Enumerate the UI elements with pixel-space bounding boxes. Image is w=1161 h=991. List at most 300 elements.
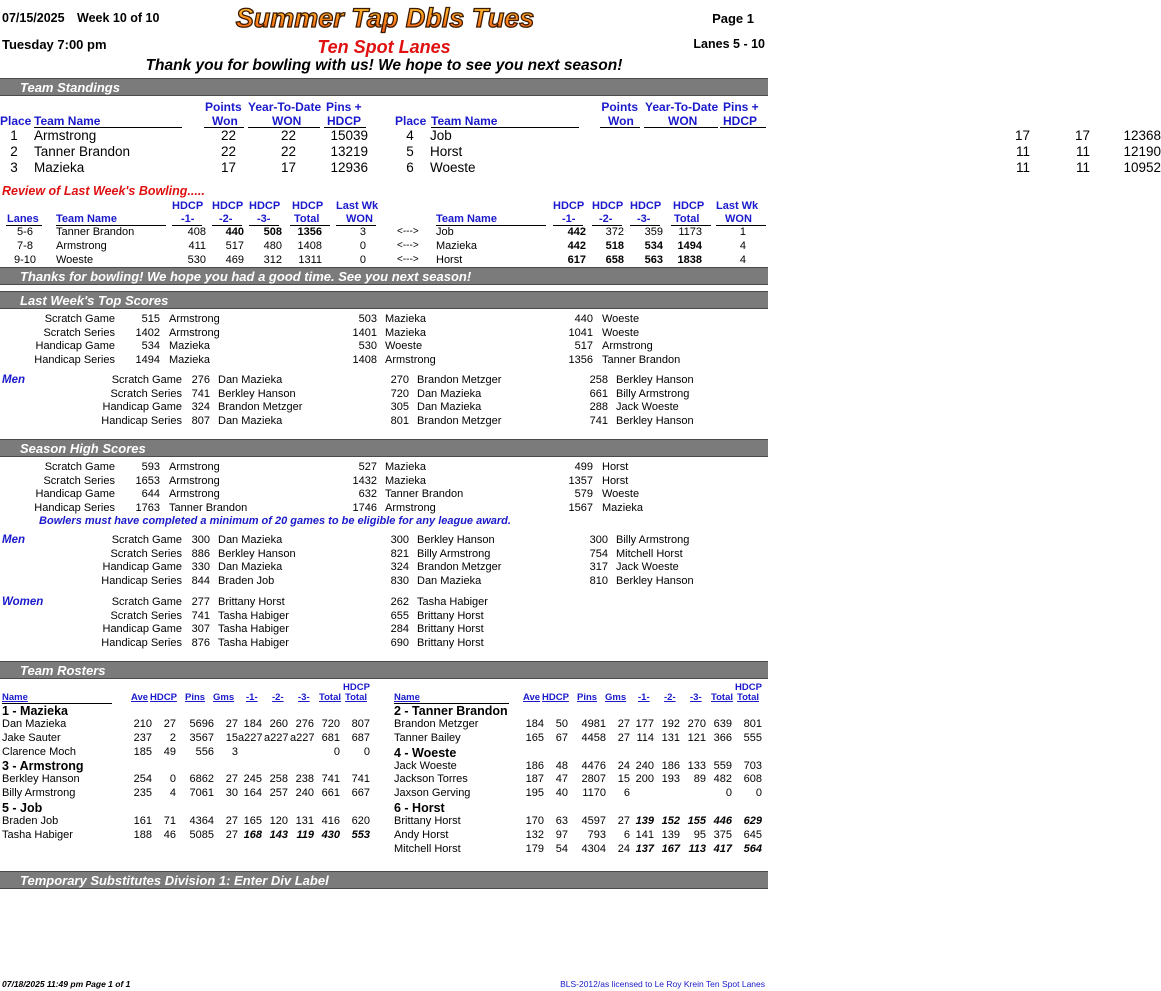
score-value: 307: [191, 623, 210, 636]
roster-total: 0: [725, 787, 732, 800]
score-value: 1408: [352, 353, 377, 366]
roster-header: Total: [345, 692, 367, 703]
roster-game1: 245: [243, 773, 262, 786]
review-score: 534: [644, 240, 663, 252]
score-name: Armstrong: [169, 313, 220, 325]
roster-hdcp-total: 608: [743, 773, 762, 786]
score-name: Dan Mazieka: [218, 415, 283, 428]
roster-player-name: Andy Horst: [394, 828, 449, 841]
review-won: 3: [359, 226, 366, 238]
score-name: Horst: [602, 474, 629, 487]
team-rosters-bar: [0, 661, 768, 679]
review-vs-arrow: <--->: [397, 226, 419, 237]
score-name: Mazieka: [602, 501, 643, 514]
score-value: 1567: [568, 501, 593, 514]
standing-pins: 12936: [330, 160, 368, 175]
score-value: 1763: [135, 501, 160, 514]
roster-pins: 3567: [189, 731, 214, 744]
score-name: Brandon Metzger: [417, 561, 502, 574]
review-header: Total: [674, 213, 700, 225]
score-name: Billy Armstrong: [417, 547, 491, 560]
review-header: Total: [294, 213, 320, 225]
review-score: 1408: [297, 240, 322, 252]
thanks-message: Thank you for bowling with us! We hope to see you next season!: [145, 57, 623, 74]
score-label: Scratch Game: [44, 313, 115, 325]
review-vs-arrow: <--->: [397, 254, 419, 265]
review-header: HDCP: [630, 200, 662, 212]
review-lanes: 9-10: [13, 254, 37, 266]
eligibility-note: Bowlers must have completed a minimum of 20 games to be eligible for any league award.: [39, 515, 511, 527]
roster-game3: 89: [693, 773, 706, 786]
standing-team: Tanner Brandon: [34, 144, 131, 159]
review-score: 408: [187, 226, 206, 238]
score-value: 1432: [352, 474, 377, 487]
review-won: 4: [739, 240, 746, 252]
points-header-right: Points: [601, 100, 638, 114]
score-value: 517: [574, 340, 593, 352]
roster-header: HDCP: [542, 692, 569, 703]
roster-player-name: Brittany Horst: [394, 815, 461, 827]
roster-game1: 164: [243, 787, 262, 800]
score-value: 720: [390, 387, 409, 400]
review-team-b: Job: [436, 226, 454, 238]
roster-hdcp-total: 807: [351, 718, 370, 730]
roster-hdcp: 71: [163, 815, 176, 827]
score-label: Handicap Series: [101, 637, 182, 650]
roster-hdcp-total: 620: [351, 815, 370, 827]
roster-pins: 4458: [581, 731, 606, 744]
roster-team-name: 5 - Job: [2, 801, 43, 815]
roster-ave: 132: [525, 828, 544, 841]
roster-header: Pins: [577, 692, 598, 703]
score-name: Dan Mazieka: [417, 401, 482, 414]
review-team-a: Armstrong: [56, 240, 107, 252]
review-score: 563: [644, 254, 663, 266]
roster-game3: 119: [296, 828, 314, 841]
roster-game3: a227: [290, 731, 315, 744]
roster-game3: 240: [295, 787, 314, 800]
score-name: Dan Mazieka: [417, 387, 482, 400]
standing-pins: 12368: [1123, 128, 1161, 143]
roster-game2: 258: [269, 773, 288, 786]
review-header: -2-: [599, 213, 613, 225]
score-label: Scratch Series: [43, 474, 115, 487]
roster-hdcp: 48: [555, 759, 568, 772]
roster-header: Total: [737, 692, 759, 703]
roster-player-name: Brandon Metzger: [394, 718, 479, 730]
standing-place: 2: [10, 144, 18, 159]
roster-player-name: Jaxson Gerving: [394, 787, 471, 800]
score-value: 1653: [135, 474, 160, 487]
lanes-range: Lanes 5 - 10: [693, 37, 765, 51]
review-won: 0: [359, 254, 366, 266]
roster-ave: 195: [525, 787, 544, 800]
roster-game2: 143: [269, 828, 288, 841]
roster-total: 559: [713, 759, 732, 772]
standing-ytd-won: 22: [280, 144, 296, 159]
roster-game2: 186: [661, 759, 680, 772]
standing-won: 17: [1014, 128, 1030, 143]
score-name: Berkley Hanson: [616, 415, 694, 428]
score-label: Scratch Series: [110, 609, 182, 622]
review-score: 517: [225, 240, 244, 252]
roster-games: 27: [617, 731, 630, 744]
roster-game3: 270: [687, 718, 706, 730]
score-name: Dan Mazieka: [218, 561, 283, 574]
roster-game1: 184: [243, 718, 262, 730]
roster-hdcp: 0: [169, 773, 176, 786]
roster-header: -3-: [298, 692, 310, 703]
review-score: 312: [263, 254, 282, 266]
score-value: 534: [141, 340, 160, 352]
won-header-right: Won: [608, 114, 634, 128]
won-header: Won: [212, 114, 238, 128]
roster-pins: 6862: [189, 773, 214, 786]
roster-hdcp: 46: [163, 828, 176, 841]
score-label: Handicap Game: [102, 401, 182, 414]
roster-pins: 793: [587, 828, 606, 841]
roster-game2: 257: [269, 787, 288, 800]
review-header: -3-: [637, 213, 651, 225]
score-value: 655: [390, 609, 409, 622]
score-value: 579: [574, 488, 593, 500]
review-score: 480: [263, 240, 282, 252]
roster-games: 30: [225, 787, 238, 800]
score-name: Berkley Hanson: [218, 547, 296, 560]
roster-game1: 165: [243, 815, 262, 827]
roster-hdcp-total: 553: [351, 828, 370, 841]
standing-won: 22: [220, 144, 236, 159]
review-header: -2-: [219, 213, 233, 225]
standing-pins: 12190: [1123, 144, 1161, 159]
score-name: Brittany Horst: [218, 596, 285, 608]
roster-hdcp: 2: [169, 731, 176, 744]
score-value: 810: [589, 575, 608, 588]
roster-pins: 5085: [189, 828, 214, 841]
score-label: Scratch Series: [110, 387, 182, 400]
review-score: 1311: [298, 254, 322, 266]
league-week: Week 10 of 10: [77, 11, 160, 25]
score-name: Berkley Hanson: [616, 374, 694, 386]
roster-pins: 4476: [581, 759, 606, 772]
roster-player-name: Billy Armstrong: [2, 787, 76, 800]
review-lanes: 5-6: [17, 226, 33, 238]
roster-header: Gms: [605, 692, 627, 703]
score-name: Horst: [602, 461, 629, 473]
roster-total: 720: [321, 718, 340, 730]
review-score: 411: [188, 240, 206, 252]
score-value: 690: [390, 637, 409, 650]
score-value: 1746: [352, 501, 377, 514]
review-header: WON: [725, 213, 752, 225]
score-value: 741: [191, 609, 210, 622]
score-name: Armstrong: [602, 340, 653, 352]
roster-ave: 170: [525, 815, 544, 827]
review-score: 1494: [677, 240, 702, 252]
team-standings-title: Team Standings: [20, 80, 120, 95]
standing-won: 11: [1015, 144, 1030, 159]
score-value: 830: [390, 575, 409, 588]
roster-game3: 276: [295, 718, 314, 730]
roster-total: 446: [713, 815, 732, 827]
review-title: Review of Last Week's Bowling.....: [2, 184, 205, 198]
roster-pins: 5696: [189, 718, 214, 730]
score-label: Handicap Game: [102, 623, 182, 636]
score-name: Mazieka: [169, 340, 210, 352]
review-team-b: Horst: [436, 254, 463, 266]
review-score: 442: [567, 226, 586, 238]
score-value: 741: [589, 415, 608, 428]
roster-total: 0: [333, 745, 340, 758]
review-team-header: Team Name: [436, 213, 497, 225]
score-name: Tanner Brandon: [602, 353, 681, 366]
review-header: HDCP: [172, 200, 204, 212]
score-name: Woeste: [602, 488, 640, 500]
men-label: Men: [2, 534, 25, 546]
roster-pins: 7061: [189, 787, 214, 800]
score-name: Mitchell Horst: [616, 547, 683, 560]
roster-player-name: Braden Job: [2, 815, 59, 827]
score-value: 644: [141, 488, 160, 500]
roster-ave: 188: [133, 828, 152, 841]
review-team-a: Tanner Brandon: [56, 226, 135, 238]
ytd-won-header-right: WON: [668, 114, 698, 128]
standing-team: Woeste: [430, 160, 476, 175]
review-lanes: 7-8: [17, 240, 33, 252]
score-value: 530: [358, 340, 377, 352]
roster-header: HDCP: [343, 682, 370, 693]
roster-hdcp-total: 687: [351, 731, 370, 744]
roster-total: 639: [713, 718, 732, 730]
team-rosters-title: Team Rosters: [20, 663, 106, 678]
roster-game3: 155: [687, 815, 706, 827]
printed-stamp: 07/18/2025 11:49 pm Page 1 of 1: [2, 979, 131, 989]
roster-games: 6: [623, 828, 630, 841]
roster-pins: 2807: [581, 773, 606, 786]
roster-games: 15: [617, 773, 630, 786]
standing-pins: 13219: [330, 144, 368, 159]
standing-place: 4: [406, 128, 414, 143]
roster-hdcp: 47: [555, 773, 568, 786]
roster-header: -3-: [690, 692, 702, 703]
roster-pins: 4981: [581, 718, 606, 730]
roster-game2: 120: [269, 815, 288, 827]
review-header: -1-: [562, 213, 576, 225]
page-number: Page 1: [712, 11, 754, 26]
review-header: HDCP: [553, 200, 585, 212]
score-name: Armstrong: [169, 326, 220, 339]
roster-games: 27: [225, 828, 238, 841]
roster-game2: 192: [661, 718, 680, 730]
standing-team: Armstrong: [34, 128, 97, 143]
score-label: Handicap Series: [34, 501, 115, 514]
season-high-bar: [0, 439, 768, 457]
review-score: 442: [567, 240, 586, 252]
review-header: HDCP: [292, 200, 324, 212]
pins-header: Pins +: [326, 100, 362, 114]
review-lanes-header: Lanes: [7, 213, 39, 225]
center-name: Ten Spot Lanes: [317, 37, 451, 57]
roster-player-name: Mitchell Horst: [394, 842, 461, 855]
roster-header: HDCP: [735, 682, 762, 693]
roster-pins: 4364: [189, 815, 214, 827]
roster-game1: a227: [238, 731, 263, 744]
roster-player-name: Dan Mazieka: [2, 718, 67, 730]
score-value: 741: [191, 387, 210, 400]
standing-won: 11: [1015, 160, 1030, 175]
roster-total: 681: [321, 731, 340, 744]
score-name: Dan Mazieka: [417, 575, 482, 588]
review-team-header: Team Name: [56, 213, 117, 225]
review-won: 0: [359, 240, 366, 252]
score-name: Armstrong: [169, 488, 220, 500]
roster-game1: 114: [636, 731, 654, 744]
score-value: 317: [589, 561, 608, 574]
score-value: 632: [358, 488, 377, 500]
review-score: 469: [225, 254, 244, 266]
review-header: WON: [346, 213, 373, 225]
roster-games: 27: [617, 815, 630, 827]
standing-team: Horst: [430, 144, 463, 159]
score-value: 527: [358, 461, 377, 473]
roster-hdcp-total: 555: [743, 731, 762, 744]
roster-games: 24: [617, 842, 630, 855]
roster-header: Gms: [213, 692, 235, 703]
score-name: Braden Job: [218, 575, 275, 588]
roster-hdcp-total: 703: [743, 759, 762, 772]
score-label: Scratch Game: [44, 461, 115, 473]
score-value: 324: [191, 401, 210, 414]
score-value: 288: [589, 401, 608, 414]
license-text: BLS-2012/as licensed to Le Roy Krein Ten Spot Lanes: [560, 979, 765, 989]
standing-pins: 15039: [330, 128, 368, 143]
standing-won: 22: [220, 128, 236, 143]
roster-game3: 131: [295, 815, 314, 827]
team-standings-bar: [0, 78, 768, 96]
standing-place: 5: [406, 144, 414, 159]
standing-team: Job: [430, 128, 452, 143]
score-value: 305: [390, 401, 409, 414]
roster-header: Ave: [131, 692, 149, 703]
roster-hdcp: 63: [555, 815, 568, 827]
score-name: Tasha Habiger: [218, 637, 289, 650]
roster-player-name: Tasha Habiger: [2, 828, 73, 841]
roster-team-name: 1 - Mazieka: [2, 704, 69, 718]
roster-header: Total: [319, 692, 341, 703]
score-value: 300: [589, 534, 608, 546]
roster-ave: 254: [133, 773, 152, 786]
roster-game1: 137: [635, 842, 654, 855]
standing-pins: 10952: [1123, 160, 1161, 175]
roster-total: 661: [321, 787, 340, 800]
score-name: Brandon Metzger: [218, 401, 303, 414]
roster-hdcp-total: 629: [743, 815, 762, 827]
score-name: Mazieka: [385, 461, 426, 473]
league-title-text: Summer Tap Dbls Tues: [235, 3, 535, 33]
review-header: HDCP: [673, 200, 705, 212]
review-score: 617: [567, 254, 586, 266]
season-high-title: Season High Scores: [20, 441, 146, 456]
men-label: Men: [2, 374, 25, 386]
standing-ytd-won: 22: [280, 128, 296, 143]
hdcp-header-right: HDCP: [723, 114, 758, 128]
roster-pins: 4304: [581, 842, 606, 855]
score-name: Tanner Brandon: [169, 501, 248, 514]
standing-place: 6: [406, 160, 414, 175]
roster-pins: 1170: [582, 787, 606, 800]
team-name-header-right: Team Name: [431, 114, 498, 128]
review-won: 4: [739, 254, 746, 266]
roster-ave: 187: [525, 773, 544, 786]
score-name: Mazieka: [385, 326, 426, 339]
score-value: 270: [390, 374, 409, 386]
score-value: 276: [191, 374, 210, 386]
roster-game1: 168: [243, 828, 262, 841]
score-name: Dan Mazieka: [218, 534, 283, 546]
place-header-right: Place: [395, 114, 427, 128]
roster-games: 3: [231, 745, 238, 758]
score-label: Handicap Game: [35, 488, 115, 500]
score-value: 821: [390, 547, 409, 560]
roster-player-name: Jake Sauter: [2, 731, 61, 744]
roster-game2: 167: [661, 842, 680, 855]
score-name: Mazieka: [385, 474, 426, 487]
standing-ytd-won: 11: [1075, 144, 1090, 159]
roster-player-name: Jackson Torres: [394, 773, 468, 786]
score-value: 300: [191, 534, 210, 546]
roster-hdcp: 50: [555, 718, 568, 730]
roster-hdcp: 67: [555, 731, 568, 744]
score-name: Brittany Horst: [417, 623, 484, 636]
roster-player-name: Berkley Hanson: [2, 773, 80, 786]
women-label: Women: [2, 596, 44, 608]
score-name: Tanner Brandon: [385, 488, 464, 500]
score-value: 330: [191, 561, 210, 574]
roster-hdcp: 40: [555, 787, 568, 800]
roster-player-name: Tanner Bailey: [394, 731, 461, 744]
ytd-won-header: WON: [272, 114, 302, 128]
roster-game2: a227: [264, 731, 289, 744]
score-label: Handicap Game: [102, 561, 182, 574]
review-score: 372: [605, 226, 624, 238]
pins-header-right: Pins +: [723, 100, 759, 114]
roster-games: 27: [225, 718, 238, 730]
roster-game1: 139: [635, 815, 654, 827]
roster-header: Name: [2, 692, 28, 703]
roster-games: 27: [225, 815, 238, 827]
roster-hdcp: 27: [163, 718, 176, 730]
score-name: Armstrong: [169, 474, 220, 487]
review-score: 1838: [677, 254, 702, 266]
review-score: 1356: [297, 226, 322, 238]
score-name: Brandon Metzger: [417, 415, 502, 428]
score-label: Scratch Game: [111, 534, 182, 546]
roster-player-name: Jack Woeste: [394, 759, 457, 772]
score-name: Billy Armstrong: [616, 387, 690, 400]
score-name: Tasha Habiger: [218, 623, 289, 636]
review-score: 518: [605, 240, 624, 252]
roster-hdcp-total: 741: [351, 773, 370, 786]
score-value: 262: [390, 596, 409, 608]
roster-games: 24: [617, 759, 630, 772]
score-label: Scratch Series: [43, 326, 115, 339]
day-time: Tuesday 7:00 pm: [2, 37, 107, 52]
roster-hdcp-total: 667: [351, 787, 370, 800]
roster-header: -1-: [638, 692, 650, 703]
score-name: Brittany Horst: [417, 609, 484, 622]
score-value: 277: [191, 596, 210, 608]
roster-team-name: 2 - Tanner Brandon: [394, 704, 508, 718]
